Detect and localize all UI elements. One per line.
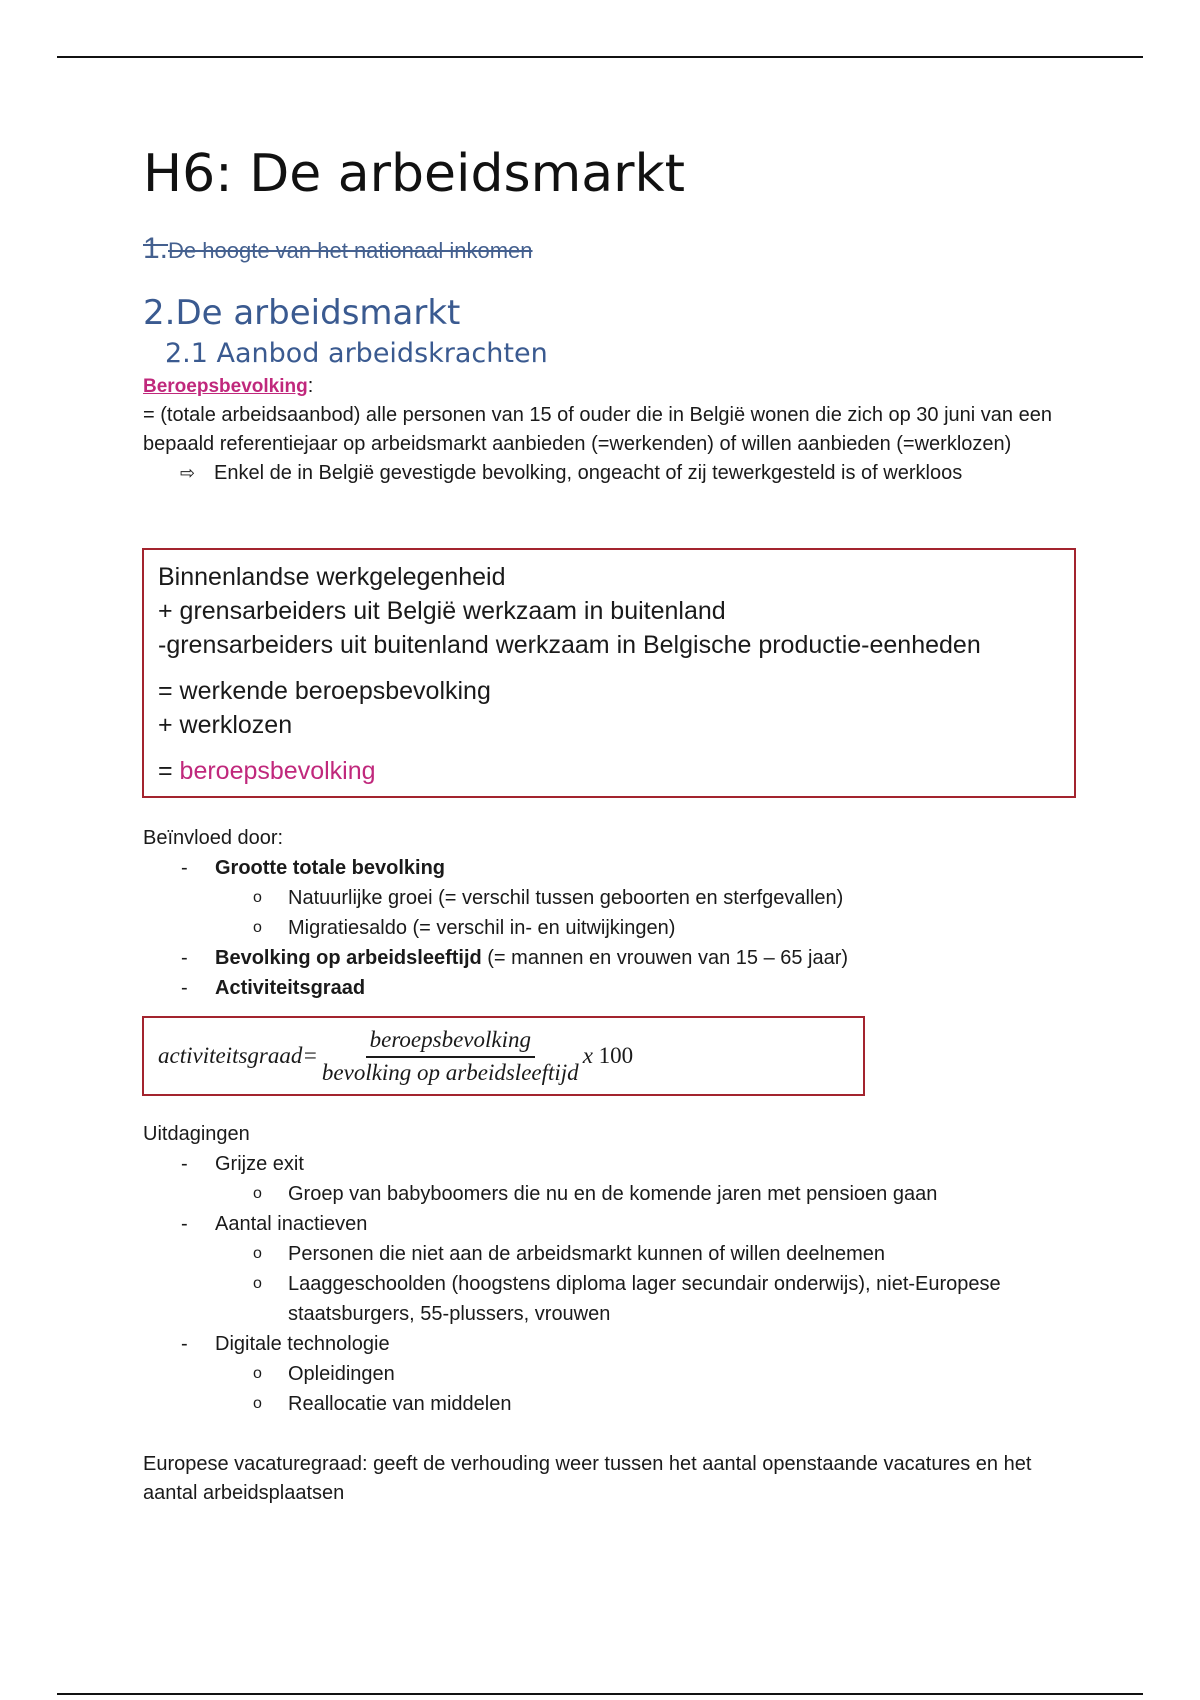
definition-colon: : (307, 375, 314, 397)
formula-factor: 100 (598, 1043, 634, 1068)
list-subitem (143, 1359, 1083, 1389)
challenge-1-sub-1: Groep van babyboomers die nu en de komende jaren met pensioen gaan (288, 1183, 938, 1205)
formula-multiplier (583, 1043, 633, 1069)
influences-section (143, 824, 1083, 1003)
top-rule (57, 56, 1143, 58)
challenge-2-sub-2: Laaggeschoolden (hoogstens diploma lager secundair onderwijs), niet-Europese staatsburgers, 55-plussers, vrouwen (288, 1273, 1001, 1325)
formula-box (142, 1016, 865, 1096)
list-item (143, 1209, 1083, 1239)
dash-bullet: - (181, 947, 188, 969)
box-line-5: + werklozen (158, 711, 293, 739)
influence-1-sub-1: Natuurlijke groei (= verschil tussen geboorten en sterfgevallen) (288, 887, 844, 909)
challenge-2: Aantal inactieven (215, 1213, 368, 1235)
list-item (143, 943, 1083, 973)
formula-equals: = (302, 1043, 318, 1068)
definition-arrow-text: Enkel de in België gevestigde bevolking, ongeacht of zij tewerkgesteld is of werkloos (214, 462, 963, 484)
list-subitem (143, 883, 1083, 913)
circle-bullet-icon: o (253, 889, 262, 906)
dash-bullet: - (181, 1333, 188, 1355)
list-item (143, 1329, 1083, 1359)
challenge-3: Digitale technologie (215, 1333, 390, 1355)
heading-section-1-struck (143, 234, 1083, 266)
box-line-3: -grensarbeiders uit buitenland werkzaam in Belgische productie-eenheden (158, 631, 981, 659)
document-title: H6: De arbeidsmarkt (143, 144, 685, 204)
influences-intro: Beïnvloed door: (143, 827, 284, 849)
activity-rate-formula (158, 1027, 633, 1086)
formula-fraction (322, 1027, 579, 1086)
document-page (143, 140, 1083, 1504)
bottom-rule (57, 1693, 1143, 1695)
influence-1: Grootte totale bevolking (215, 857, 446, 879)
dash-bullet: - (181, 857, 188, 879)
list-subitem (143, 913, 1083, 943)
influence-2-rest: (= mannen en vrouwen van 15 – 65 jaar) (481, 947, 849, 969)
circle-bullet-icon: o (253, 1365, 262, 1382)
box-line-6-prefix: = (158, 757, 180, 785)
challenge-3-sub-2: Reallocatie van middelen (288, 1393, 512, 1415)
challenge-2-sub-1: Personen die niet aan de arbeidsmarkt kunnen of willen deelnemen (288, 1243, 886, 1265)
influence-2-bold: Bevolking op arbeidsleeftijd (215, 947, 482, 969)
circle-bullet-icon: o (253, 1395, 262, 1412)
circle-bullet-icon: o (253, 1185, 262, 1202)
computation-box (142, 548, 1076, 798)
circle-bullet-icon: o (253, 1245, 262, 1262)
list-item (143, 1149, 1083, 1179)
formula-numerator: beroepsbevolking (366, 1027, 535, 1058)
arrow-right-icon: ⇨ (180, 463, 196, 483)
box-line-4: = werkende beroepsbevolking (158, 677, 491, 705)
definition-arrow-item (180, 459, 1083, 488)
list-subitem (143, 1269, 1083, 1329)
formula-denominator: bevolking op arbeidsleeftijd (321, 1059, 579, 1085)
section-1-number: 1. (143, 232, 169, 265)
challenge-1: Grijze exit (215, 1153, 304, 1175)
box-line-6-term: beroepsbevolking (179, 757, 376, 785)
box-line-2: + grensarbeiders uit België werkzaam in buitenland (158, 597, 726, 625)
definition-block (143, 372, 1083, 488)
challenges-intro: Uitdagingen (143, 1123, 250, 1145)
list-subitem (143, 1239, 1083, 1269)
formula-lhs: activiteitsgraad (158, 1043, 303, 1068)
influence-3: Activiteitsgraad (215, 977, 366, 999)
box-line-1: Binnenlandse werkgelegenheid (158, 563, 506, 591)
challenge-3-sub-1: Opleidingen (288, 1363, 395, 1385)
formula-times: x (582, 1043, 593, 1068)
list-subitem (143, 1179, 1083, 1209)
challenges-section (143, 1120, 1083, 1419)
circle-bullet-icon: o (253, 1275, 262, 1292)
list-item (143, 973, 1083, 1003)
section-1-text: De hoogte van het nationaal inkomen (168, 238, 533, 263)
heading-section-2: 2.De arbeidsmarkt (143, 293, 461, 333)
dash-bullet: - (181, 1153, 188, 1175)
heading-section-2-1: 2.1 Aanbod arbeidskrachten (165, 338, 548, 369)
list-item (143, 853, 1083, 883)
box-line-6 (158, 754, 1060, 788)
influence-1-sub-2: Migratiesaldo (= verschil in- en uitwijkingen) (288, 917, 676, 939)
definition-text: = (totale arbeidsaanbod) alle personen van 15 of ouder die in België wonen die zich op 30 juni van een bepaald referentiejaar op arbeidsmarkt aanbieden (=werkenden) of willen aanbieden (=werklozen) (143, 404, 1052, 455)
list-subitem (143, 1389, 1083, 1419)
vacancy-rate-paragraph: Europese vacaturegraad: geeft de verhouding weer tussen het aantal openstaande vacatures en het aantal arbeidsplaatsen (143, 1453, 1032, 1504)
dash-bullet: - (181, 977, 188, 999)
circle-bullet-icon: o (253, 919, 262, 936)
dash-bullet: - (181, 1213, 188, 1235)
definition-term: Beroepsbevolking (143, 376, 308, 397)
